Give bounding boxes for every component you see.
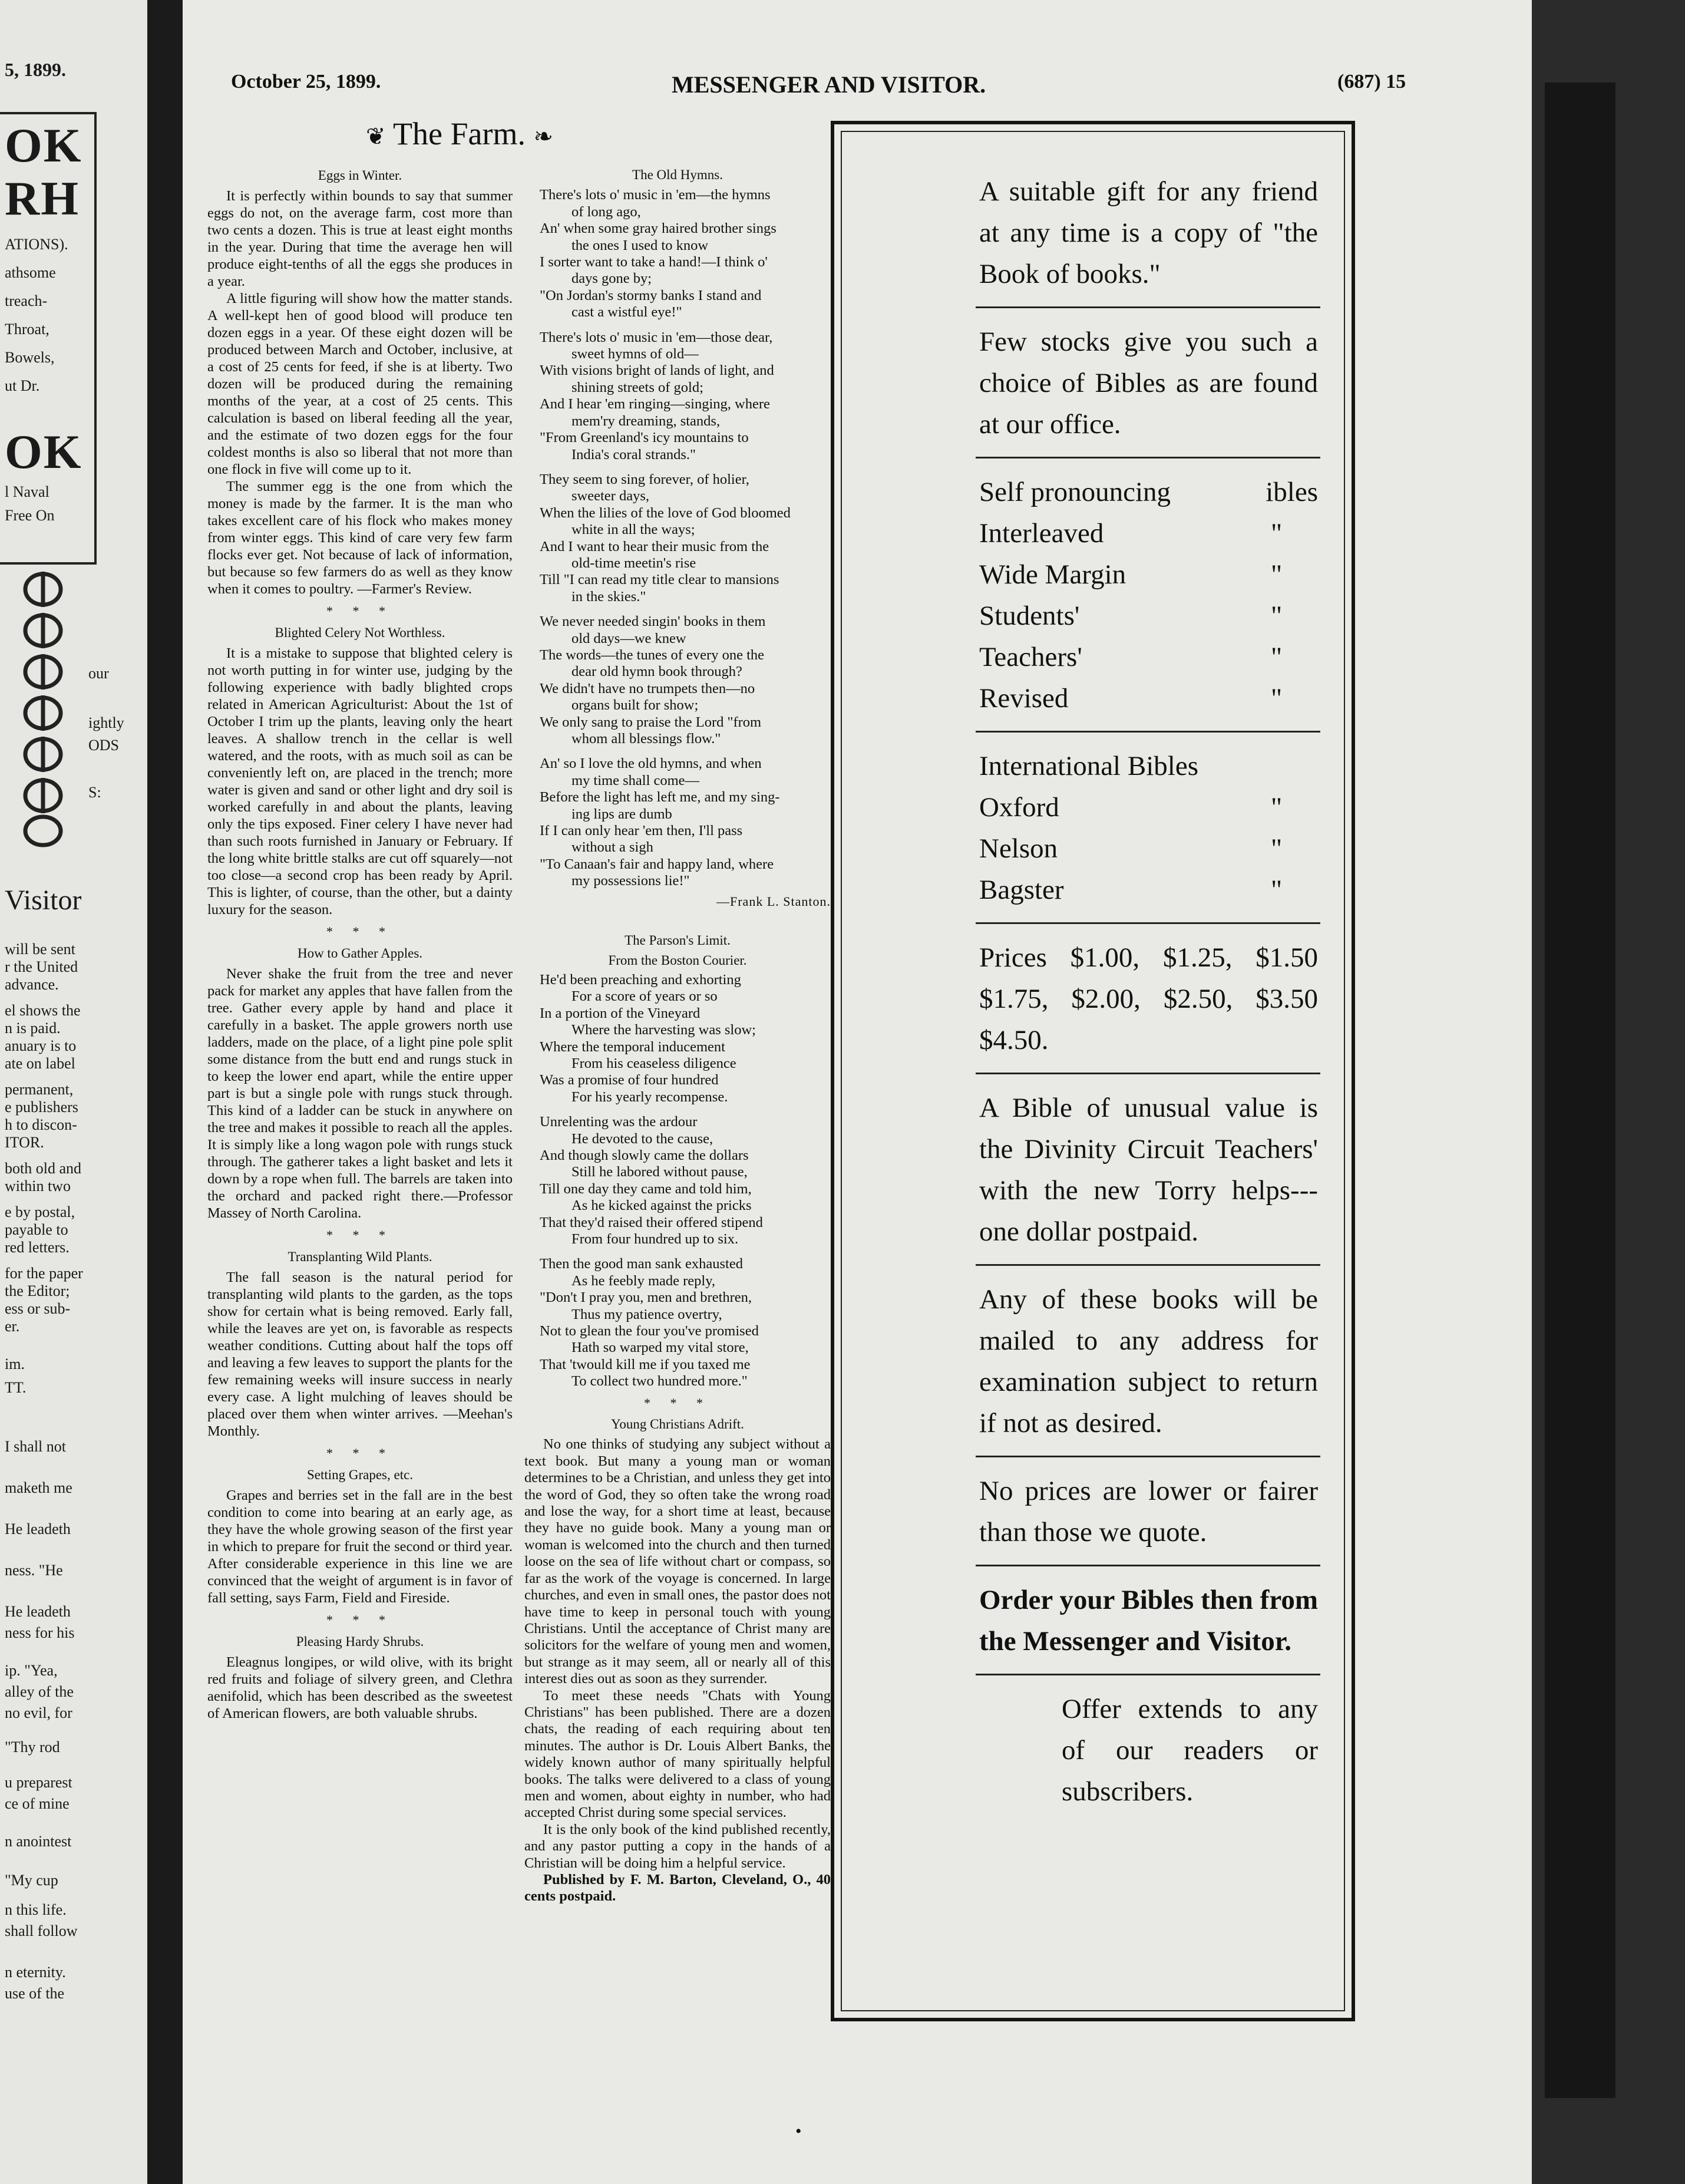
poem-line: From four hundred up to six. <box>571 1230 739 1247</box>
ditto-mark <box>1271 745 1318 787</box>
poem-line: From his ceaseless diligence <box>571 1055 736 1071</box>
prev-fragment: "My cup <box>5 1872 58 1889</box>
bible-list-label: Interleaved <box>979 518 1104 549</box>
prev-fragment: He leadeth <box>5 1520 71 1538</box>
prev-fragment: use of the <box>5 1985 65 2002</box>
poem-line: Unrelenting was the ardour <box>540 1114 698 1130</box>
bible-list-publishers <box>979 745 1318 910</box>
poem-line: They seem to sing forever, of holier, <box>540 471 749 487</box>
prev-fragment: Bowels, <box>5 349 55 366</box>
prev-fragment: n eternity. <box>5 1964 66 1981</box>
ad-order-text: Order your Bibles then from the Messenger and Visitor. <box>979 1585 1318 1657</box>
section-divider: * * * <box>644 1395 711 1410</box>
poem-line: old days—we knew <box>571 630 686 646</box>
poem-line: When the lilies of the love of God bloomed <box>540 504 791 521</box>
bible-list-item <box>979 828 1318 869</box>
poem-line: of long ago, <box>571 203 641 220</box>
bible-list-item <box>979 513 1318 554</box>
ditto-mark: " <box>1271 792 1283 823</box>
prev-fragment: anuary is to <box>5 1037 77 1054</box>
ad-rule <box>976 1674 1320 1675</box>
masthead: MESSENGER AND VISITOR. <box>672 71 986 98</box>
poem-line: "To Canaan's fair and happy land, where <box>540 856 774 872</box>
prev-fragment: er. <box>5 1318 20 1335</box>
prev-fragment: n is paid. <box>5 1020 61 1037</box>
poem-line: Thus my patience overtry, <box>571 1306 722 1322</box>
ditto-mark: " <box>1271 683 1283 714</box>
poem-line: ing lips are dumb <box>571 806 672 822</box>
prev-date-fragment: 5, 1899. <box>5 59 66 80</box>
bible-list-item <box>979 787 1318 828</box>
prev-fragment: Free On <box>5 507 55 524</box>
bible-list-item <box>979 869 1318 910</box>
ad-mailed-text: Any of these books will be mailed to any address for examination subject to return if not as desired. <box>979 1284 1318 1439</box>
poem-line: To collect two hundred more." <box>571 1373 748 1390</box>
header-date: October 25, 1899. <box>231 71 381 93</box>
poem-line: sweet hymns of old— <box>571 346 699 362</box>
poem-line: And though slowly came the dollars <box>540 1147 749 1163</box>
poem-title: The Parson's Limit. <box>625 933 731 948</box>
article-paragraph: It is perfectly within bounds to say that summer eggs do not, on the average farm, cost more than two cents a dozen. This is true at least eight months in the year. During that time the average hen will produce eight-tenths of all the eggs she produces in a year. <box>207 188 513 289</box>
prev-fragment: for the paper <box>5 1265 83 1282</box>
poem-line: India's coral strands." <box>571 446 696 463</box>
bible-list-label: Nelson <box>979 833 1058 864</box>
poem-line: In a portion of the Vineyard <box>540 1005 701 1021</box>
prev-fragment: S: <box>88 784 101 801</box>
ad-stocks-text: Few stocks give you such a choice of Bibles as are found at our office. <box>979 326 1318 440</box>
bible-list-item <box>979 678 1318 719</box>
fleuron-left-icon: ❦ <box>365 123 386 150</box>
ditto-mark: " <box>1271 559 1283 590</box>
prev-fragment: TT. <box>5 1379 27 1396</box>
prev-fragment: red letters. <box>5 1239 70 1256</box>
poem-parsons-limit <box>524 972 831 1390</box>
poem-line: sweeter days, <box>571 488 649 504</box>
poem-line: Till "I can read my title clear to mansions <box>540 572 779 588</box>
bible-list-item <box>979 554 1318 595</box>
ditto-mark: " <box>1271 601 1283 631</box>
bible-list-item <box>979 636 1318 678</box>
prev-fragment: treach- <box>5 292 48 309</box>
poem-line: Not to glean the four you've promised <box>540 1323 759 1339</box>
poem-line: The words—the tunes of every one the <box>540 646 764 663</box>
ad-divinity-text: A Bible of unusual value is the Divinity Circuit Teachers' with the new Torry helps---one dollar postpaid. <box>979 1093 1318 1247</box>
bible-list-label: Wide Margin <box>979 559 1126 590</box>
poem-line: whom all blessings flow." <box>571 731 721 747</box>
prev-fragment: ightly <box>88 714 124 731</box>
poem-line: Where the harvesting was slow; <box>571 1022 756 1038</box>
prev-fragment: el shows the <box>5 1002 81 1019</box>
poem-line: "On Jordan's stormy banks I stand and <box>540 287 762 303</box>
prev-fragment: ess or sub- <box>5 1300 71 1317</box>
poem-line: If I can only hear 'em then, I'll pass <box>540 823 743 839</box>
poem-line: Before the light has left me, and my sing- <box>540 789 780 806</box>
bible-list-label: International Bibles <box>979 751 1198 781</box>
bible-list-label: Oxford <box>979 792 1059 823</box>
article-paragraph: Published by F. M. Barton, Cleveland, O., 40 cents postpaid. <box>524 1872 831 1905</box>
section-divider: * * * <box>326 924 394 939</box>
prev-fragment: Visitor <box>5 885 82 916</box>
poem-line: As he kicked against the pricks <box>571 1197 752 1214</box>
prev-fragment: im. <box>5 1355 25 1373</box>
bible-list-label: Teachers' <box>979 642 1082 672</box>
poem-attribution: —Frank L. Stanton. <box>716 893 831 909</box>
poem-line: That 'twould kill me if you taxed me <box>540 1356 751 1373</box>
section-divider: * * * <box>326 1446 394 1460</box>
poem-title: The Old Hymns. <box>632 167 723 182</box>
ad-rule <box>976 731 1320 733</box>
prev-fragment: ut Dr. <box>5 377 40 394</box>
ad-rule <box>976 1565 1320 1566</box>
poem-line: There's lots o' music in 'em—the hymns <box>540 187 771 203</box>
poem-line: Was a promise of four hundred <box>540 1072 719 1088</box>
article-title: Pleasing Hardy Shrubs. <box>296 1634 424 1649</box>
prev-fragment: the Editor; <box>5 1282 70 1299</box>
prev-fragment: OK <box>5 118 82 172</box>
prev-fragment: "Thy rod <box>5 1738 60 1756</box>
prev-fragment: u preparest <box>5 1774 72 1791</box>
poem-line: "Don't I pray you, men and brethren, <box>540 1289 752 1306</box>
article-paragraph: The summer egg is the one from which the money is made by the farmer. It is the man who takes excellent care of his flock who makes money from winter eggs. This kind of care very few farm flocks ever get. Not because of lack of information, but because so few farmers do as well as they know when it comes to poultry. —Farmer's Review. <box>207 479 513 597</box>
column-farm <box>207 162 513 1722</box>
article-title: How to Gather Apples. <box>297 946 423 961</box>
poem-line: An' so I love the old hymns, and when <box>540 756 762 772</box>
prev-fragment: e by postal, <box>5 1203 75 1220</box>
poem-line: organs built for show; <box>571 697 699 714</box>
prev-fragment: ITOR. <box>5 1134 44 1151</box>
poem-line: I sorter want to take a hand!—I think o' <box>540 254 768 270</box>
article-paragraph: Grapes and berries set in the fall are in the best condition to come into bearing at an early age, as they have the whole growing season of the first year in which to prepare for fruit the second or third year. After considerable experience in this line we are convinced that the weight of argument is in favor of fall setting, says Farm, Field and Fireside. <box>207 1487 513 1606</box>
ditto-mark: ibles <box>1266 477 1318 507</box>
column-poems <box>524 162 831 1905</box>
poem-line: He'd been preaching and exhorting <box>540 971 741 988</box>
section-divider: * * * <box>326 1612 394 1627</box>
poem-line: "From Greenland's icy mountains to <box>540 430 749 446</box>
department-title <box>253 116 666 152</box>
article-paragraph: Eleagnus longipes, or wild olive, with its bright red fruits and foliage of silvery green, and Clethra aenifolid, which has been described as the sweetest of American flowers, are both valuable shrubs. <box>207 1654 513 1721</box>
bible-list-item <box>979 595 1318 636</box>
bible-list-editions <box>979 471 1318 719</box>
poem-line: days gone by; <box>571 270 652 287</box>
prev-fragment: Throat, <box>5 321 49 338</box>
ad-gift-text: A suitable gift for any friend at any time is a copy of "the Book of books." <box>979 176 1318 289</box>
poem-source: From the Boston Courier. <box>608 953 747 968</box>
prev-fragment: ce of mine <box>5 1795 70 1812</box>
prev-fragment: advance. <box>5 976 59 993</box>
ditto-mark: " <box>1271 642 1283 672</box>
poem-line: my possessions lie!" <box>571 873 690 889</box>
poem-old-hymns <box>524 187 831 889</box>
right-book-edge <box>1532 0 1685 2184</box>
article-paragraph: The fall season is the natural period for transplanting wild plants to the garden, as the tops show for certain what is being removed. Early fall, while the leaves are yet on, is favorable as respects weather conditions. Cutting about half the tops off and leaving a few leaves to support the plants for the few remaining weeks will insure success in nearly every case. A light mulching of leaves should be placed over them when winter arrives. —Meehan's Monthly. <box>207 1269 513 1439</box>
ditto-mark: " <box>1271 518 1283 549</box>
poem-line: the ones I used to know <box>571 237 709 253</box>
prev-fragment: RH <box>5 171 80 225</box>
ditto-mark: " <box>1271 875 1283 905</box>
ad-noprices-text: No prices are lower or fairer than those we quote. <box>979 1476 1318 1548</box>
poem-line: We only sang to praise the Lord "from <box>540 714 762 730</box>
poem-line: old-time meetin's rise <box>571 555 696 571</box>
department-title-text: The Farm. <box>393 116 526 151</box>
previous-page-edge <box>0 0 147 2184</box>
fleuron-right-icon: ❧ <box>533 123 553 150</box>
poem-line: in the skies." <box>571 588 646 605</box>
prev-fragment: e publishers <box>5 1098 78 1116</box>
ad-rule <box>976 306 1320 308</box>
ad-rule <box>976 1456 1320 1457</box>
prev-fragment: He leadeth <box>5 1603 71 1620</box>
prev-fragment: athsome <box>5 264 56 281</box>
article-title: Setting Grapes, etc. <box>306 1467 414 1482</box>
poem-line: An' when some gray haired brother sings <box>540 220 777 237</box>
poem-line: cast a wistful eye!" <box>571 304 682 321</box>
poem-line: And I want to hear their music from the <box>540 538 769 555</box>
poem-line: Where the temporal inducement <box>540 1038 725 1055</box>
poem-line: Till one day they came and told him, <box>540 1180 752 1197</box>
ad-prices-text: Prices $1.00, $1.25, $1.50 $1.75, $2.00, $2.50, $3.50 $4.50. <box>979 942 1318 1055</box>
bible-list-item <box>979 745 1318 787</box>
prev-fragment: ATIONS). <box>5 236 68 253</box>
article-paragraph: No one thinks of studying any subject without a text book. But many a young man or woman determines to be a Christian, and unless they get into the word of God, they so often take the wrong road and lose the way, for a short time at least, because they have no guide book. Many a young man or woman is welcomed into the church and then turned loose on the sea of life without chart or compass, so far as the work of the voyage is concerned. In large churches, and even in small ones, the pastor does not have time to keep in personal touch with young Christians. Until the acceptance of Christ many are solicitors for the welfare of young men and women, but strange as it may seem, all or nearly all of this interest dies out as soon as they surrender. <box>524 1436 831 1687</box>
page-gutter <box>147 0 183 2184</box>
poem-line: That they'd raised their offered stipend <box>540 1214 763 1230</box>
prev-fragment: ness. "He <box>5 1562 63 1579</box>
ditto-mark: " <box>1271 833 1283 864</box>
decorative-ornament-icon <box>11 566 75 849</box>
article-title: Young Christians Adrift. <box>611 1417 744 1432</box>
page-number: (687) 15 <box>1337 71 1406 93</box>
bible-list-label: Self pronouncing <box>979 477 1171 507</box>
prev-fragment: ness for his <box>5 1624 75 1641</box>
prev-fragment: no evil, for <box>5 1704 72 1721</box>
prev-fragment: maketh me <box>5 1479 72 1496</box>
article-paragraph: A little figuring will show how the matter stands. A well-kept hen of good blood will produce ten dozen eggs in a year. Of these eight dozen will be produced between March and October, inclusive, at a cost of 25 cents for feed, if she is at liberty. Two dozen will be produced during the remaining months of the year, at a cost of 25 cents. This calculation is based on liberal feeding all the year, and the estimate of two dozen eggs for the four coldest months is also so liberal that not more than one flock in five will come up to it. <box>207 291 513 477</box>
poem-line: Then the good man sank exhausted <box>540 1256 743 1272</box>
bible-list-label: Students' <box>979 601 1080 631</box>
poem-line: We never needed singin' books in them <box>540 613 766 630</box>
prev-fragment: shall follow <box>5 1922 78 1939</box>
ad-rule <box>976 457 1320 458</box>
prev-fragment: alley of the <box>5 1683 74 1700</box>
poem-line: We didn't have no trumpets then—no <box>540 680 755 697</box>
article-paragraph: It is a mistake to suppose that blighted celery is not worth putting in for winter use, judging by the following experience with badly blighted crops related in American Agriculturist: About the 1st of October I trim up the plants, leaving only the heart leaves. A shallow trench in the cellar is well watered, and the roots, with as much soil as can be conveniently left on, are placed in the trench; more water is given and sand or other light and dry soil is worked carefully in and about the plants, leaving only the tips exposed. Finer celery I have never had than such roots furnished in January or February. If the long white brittle stalks are cut off squarely—not too close—a second crop has been ready by April. This is lighter, of course, than the other, but a dainty luxury for the season. <box>207 645 513 918</box>
prev-fragment: n this life. <box>5 1901 67 1918</box>
poem-line: without a sigh <box>571 839 653 856</box>
prev-fragment: payable to <box>5 1221 68 1238</box>
prev-fragment: r the United <box>5 958 78 975</box>
poem-line: Hath so warped my vital store, <box>571 1340 749 1356</box>
section-divider: * * * <box>326 603 394 618</box>
poem-line: And I hear 'em ringing—singing, where <box>540 396 770 413</box>
poem-line: As he feebly made reply, <box>571 1272 715 1289</box>
poem-line: shining streets of gold; <box>571 379 703 395</box>
ad-rule <box>976 922 1320 924</box>
bible-advertisement <box>979 171 1318 1812</box>
poem-line: There's lots o' music in 'em—those dear, <box>540 329 773 345</box>
poem-line: my time shall come— <box>571 772 700 789</box>
article-paragraph: It is the only book of the kind published recently, and any pastor putting a copy in the hands of a Christian will be doing him a helpful service. <box>524 1821 831 1871</box>
prev-fragment: both old and <box>5 1160 81 1177</box>
prev-fragment: will be sent <box>5 941 75 958</box>
poem-line: He devoted to the cause, <box>571 1130 713 1147</box>
ad-rule <box>976 1264 1320 1266</box>
prev-fragment: n anointest <box>5 1833 72 1850</box>
prev-fragment: l Naval <box>5 483 49 500</box>
article-title: Blighted Celery Not Worthless. <box>275 625 445 640</box>
article-paragraph: To meet these needs "Chats with Young Christians" has been published. There are a dozen chats, the reading of each requiring about ten minutes. The author is Dr. Louis Albert Banks, the widely known author of many spiritually helpful books. The talks were delivered to a class of young men and women, about eighty in number, who had accepted Christ during some special services. <box>524 1687 831 1821</box>
article-title: Transplanting Wild Plants. <box>288 1249 432 1264</box>
poem-line: For a score of years or so <box>571 988 718 1005</box>
prev-fragment: OK <box>5 425 82 479</box>
prev-fragment: permanent, <box>5 1081 74 1098</box>
prev-fragment: ip. "Yea, <box>5 1662 58 1679</box>
poem-line: With visions bright of lands of light, and <box>540 362 774 379</box>
poem-line: mem'ry dreaming, stands, <box>571 413 721 429</box>
bible-list-label: Revised <box>979 683 1069 714</box>
poem-line: For his yearly recompense. <box>571 1088 728 1105</box>
article-paragraph: Never shake the fruit from the tree and never pack for market any apples that have fallen from the tree. Gather every apple by hand and place it carefully in a basket. The apple growers north use ladders, made on the place, of a light pine pole split some distance from the butt end and rungs stuck in to keep the lower end apart, while the entire upper part is but a single pole with rungs stuck through. This kind of a ladder can be stuck in anywhere on the tree and makes it possible to reach all the apples. It is simply like a long wagon pole with rungs stuck through. The gatherer takes a light basket and lets it down by a rope when full. The barrels are taken into the orchard and packed right there.—Professor Massey of North Carolina. <box>207 966 513 1221</box>
poem-line: white in all the ways; <box>571 522 695 538</box>
prev-fragment: within two <box>5 1177 71 1195</box>
prev-fragment: ODS <box>88 737 120 754</box>
prev-fragment: our <box>88 665 109 682</box>
bible-list-label: Bagster <box>979 875 1064 905</box>
ad-rule <box>976 1073 1320 1074</box>
section-divider: * * * <box>326 1228 394 1242</box>
poem-line: dear old hymn book through? <box>571 664 742 680</box>
prev-fragment: ate on label <box>5 1055 75 1072</box>
prev-fragment: I shall not <box>5 1438 66 1455</box>
prev-fragment: h to discon- <box>5 1116 77 1133</box>
bible-list-item <box>979 471 1318 513</box>
poem-line: Still he labored without pause, <box>571 1164 748 1180</box>
ad-offer-text: Offer extends to any of our readers or subscribers. <box>1062 1694 1318 1807</box>
bottom-mark-icon: • <box>795 2122 802 2141</box>
article-title: Eggs in Winter. <box>318 168 402 183</box>
